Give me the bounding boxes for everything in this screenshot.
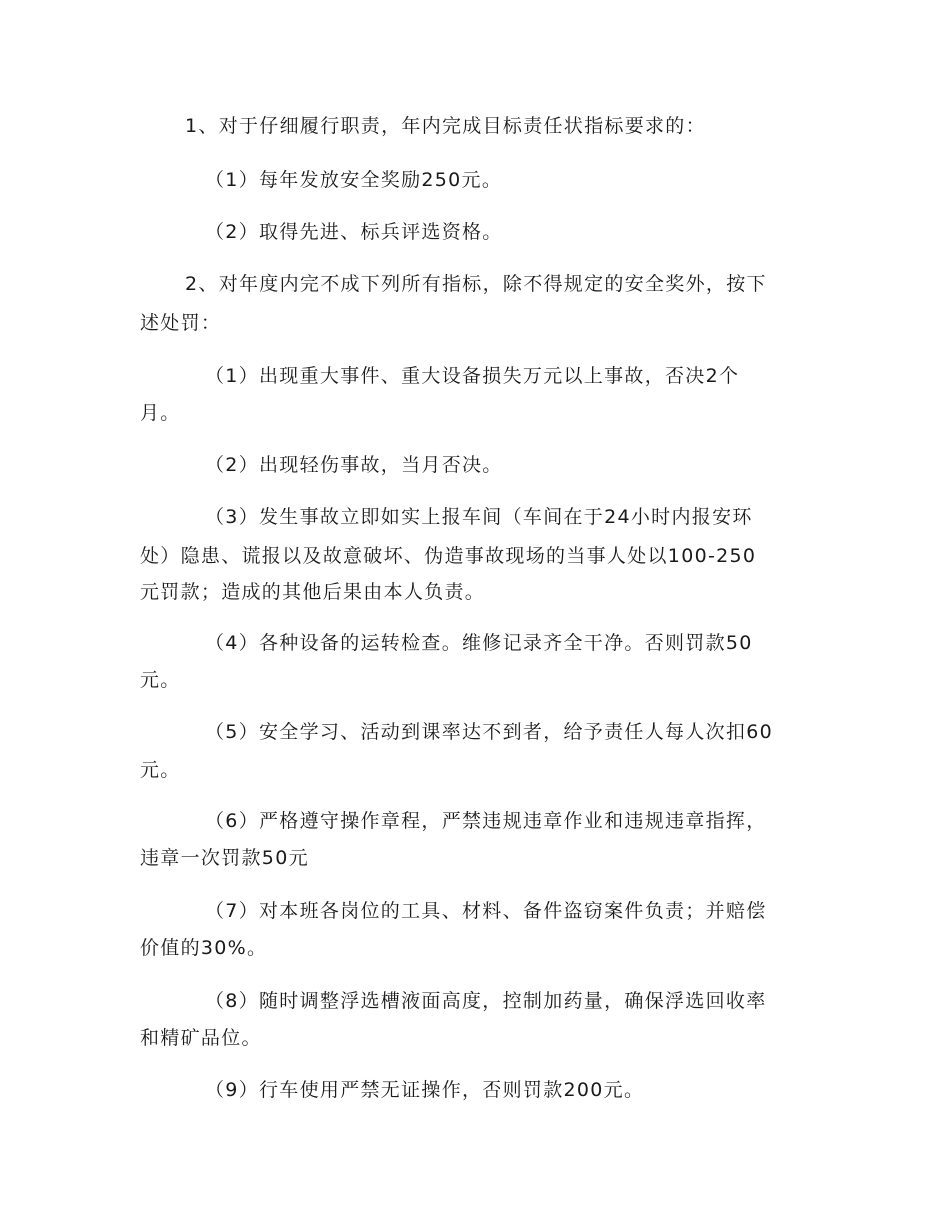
list-item-1-1: （1）每年发放安全奖励250元。 [205, 169, 503, 191]
paragraph-2-heading-line-2: 述处罚： [140, 312, 222, 334]
list-item-2-2: （2）出现轻伤事故，当月否决。 [205, 454, 503, 476]
list-item-2-3-line-3: 元罚款；造成的其他后果由本人负责。 [140, 581, 486, 603]
list-item-2-1-line-2: 月。 [140, 402, 181, 424]
list-item-2-8-line-2: 和精矿品位。 [140, 1027, 262, 1049]
list-item-2-7-line-1: （7）对本班各岗位的工具、材料、备件盗窃案件负责；并赔偿 [205, 900, 767, 922]
list-item-2-7-line-2: 价值的30%。 [140, 937, 268, 959]
list-item-2-5-line-1: （5）安全学习、活动到课率达不到者，给予责任人每人次扣60 [205, 721, 773, 743]
list-item-1-2: （2）取得先进、标兵评选资格。 [205, 221, 503, 243]
list-item-2-1-line-1: （1）出现重大事件、重大设备损失万元以上事故，否决2个 [205, 365, 740, 387]
list-item-2-4-line-2: 元。 [140, 669, 181, 691]
list-item-2-6-line-1: （6）严格遵守操作章程，严禁违规违章作业和违规违章指挥， [205, 810, 767, 832]
list-item-2-8-line-1: （8）随时调整浮选槽液面高度，控制加药量，确保浮选回收率 [205, 990, 767, 1012]
list-item-2-4-line-1: （4）各种设备的运转检查。维修记录齐全干净。否则罚款50 [205, 632, 753, 654]
list-item-2-5-line-2: 元。 [140, 759, 181, 781]
paragraph-1-heading: 1、对于仔细履行职责，年内完成目标责任状指标要求的： [185, 115, 706, 137]
list-item-2-3-line-2: 处）隐患、谎报以及故意破坏、伪造事故现场的当事人处以100-250 [140, 545, 757, 567]
list-item-2-3-line-1: （3）发生事故立即如实上报车间（车间在于24小时内报安环 [205, 506, 753, 528]
paragraph-2-heading-line-1: 2、对年度内完不成下列所有指标，除不得规定的安全奖外，按下 [185, 273, 767, 295]
list-item-2-6-line-2: 违章一次罚款50元 [140, 847, 309, 869]
list-item-2-9: （9）行车使用严禁无证操作，否则罚款200元。 [205, 1079, 645, 1101]
